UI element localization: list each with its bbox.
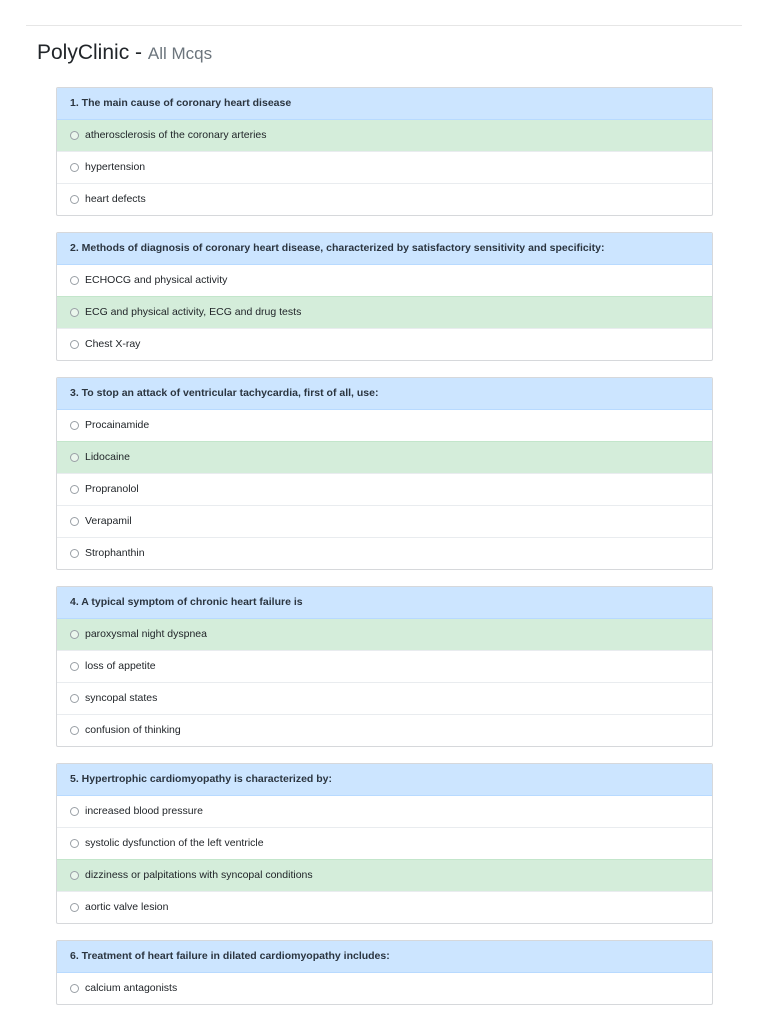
- answer-option[interactable]: [57, 973, 712, 1004]
- question-text: 5. Hypertrophic cardiomyopathy is characterized by:: [57, 764, 712, 796]
- answer-option-label: ECHOCG and physical activity: [85, 274, 228, 286]
- title-separator: -: [135, 41, 143, 64]
- answer-option-label: Propranolol: [85, 483, 139, 495]
- radio-icon[interactable]: [70, 549, 79, 558]
- radio-icon[interactable]: [70, 453, 79, 462]
- answer-option[interactable]: [57, 891, 712, 923]
- question-card: [56, 87, 713, 216]
- answer-option[interactable]: [57, 265, 712, 296]
- radio-icon[interactable]: [70, 694, 79, 703]
- answer-option-label: aortic valve lesion: [85, 901, 169, 913]
- answer-option[interactable]: [57, 682, 712, 714]
- answer-option[interactable]: [57, 827, 712, 859]
- question-card: [56, 232, 713, 361]
- answer-option-label: loss of appetite: [85, 660, 156, 672]
- answer-option-label: atherosclerosis of the coronary arteries: [85, 129, 267, 141]
- question-text: 6. Treatment of heart failure in dilated cardiomyopathy includes:: [57, 941, 712, 973]
- radio-icon[interactable]: [70, 308, 79, 317]
- radio-icon[interactable]: [70, 131, 79, 140]
- radio-icon[interactable]: [70, 340, 79, 349]
- answer-option[interactable]: [57, 410, 712, 441]
- answer-option-label: Procainamide: [85, 419, 150, 431]
- question-text: 1. The main cause of coronary heart disease: [57, 88, 712, 120]
- question-card: [56, 377, 713, 570]
- answer-option-label: confusion of thinking: [85, 724, 181, 736]
- answer-option[interactable]: [57, 473, 712, 505]
- answer-option[interactable]: [57, 537, 712, 569]
- answer-option-label: Lidocaine: [85, 451, 130, 463]
- answer-option-correct[interactable]: [57, 441, 712, 473]
- radio-icon[interactable]: [70, 485, 79, 494]
- radio-icon[interactable]: [70, 517, 79, 526]
- answer-option[interactable]: [57, 714, 712, 746]
- answer-option-correct[interactable]: [57, 859, 712, 891]
- answer-option-correct[interactable]: [57, 296, 712, 328]
- radio-icon[interactable]: [70, 984, 79, 993]
- question-card: [56, 586, 713, 747]
- top-divider: [26, 25, 742, 26]
- answer-option-label: systolic dysfunction of the left ventricle: [85, 837, 264, 849]
- question-card: [56, 940, 713, 1005]
- answer-option-correct[interactable]: [57, 619, 712, 650]
- answer-option-label: syncopal states: [85, 692, 158, 704]
- radio-icon[interactable]: [70, 839, 79, 848]
- answer-option-label: Chest X-ray: [85, 338, 141, 350]
- question-text: 4. A typical symptom of chronic heart failure is: [57, 587, 712, 619]
- radio-icon[interactable]: [70, 871, 79, 880]
- radio-icon[interactable]: [70, 163, 79, 172]
- radio-icon[interactable]: [70, 807, 79, 816]
- page-subtitle: All Mcqs: [147, 44, 213, 63]
- answer-option-label: dizziness or palpitations with syncopal conditions: [85, 869, 313, 881]
- question-text: 3. To stop an attack of ventricular tachycardia, first of all, use:: [57, 378, 712, 410]
- radio-icon[interactable]: [70, 903, 79, 912]
- answer-option-label: calcium antagonists: [85, 982, 178, 994]
- answer-option[interactable]: [57, 505, 712, 537]
- page-title: [37, 40, 212, 67]
- radio-icon[interactable]: [70, 662, 79, 671]
- radio-icon[interactable]: [70, 195, 79, 204]
- question-card: [56, 763, 713, 924]
- answer-option-label: hypertension: [85, 161, 146, 173]
- radio-icon[interactable]: [70, 630, 79, 639]
- answer-option-label: heart defects: [85, 193, 146, 205]
- radio-icon[interactable]: [70, 726, 79, 735]
- answer-option[interactable]: [57, 650, 712, 682]
- answer-option[interactable]: [57, 183, 712, 215]
- answer-option-correct[interactable]: [57, 120, 712, 151]
- mcq-list: [56, 87, 713, 1021]
- answer-option[interactable]: [57, 328, 712, 360]
- answer-option-label: Verapamil: [85, 515, 132, 527]
- radio-icon[interactable]: [70, 421, 79, 430]
- question-text: 2. Methods of diagnosis of coronary heart disease, characterized by satisfactory sensitivity and specificity:: [57, 233, 712, 265]
- answer-option-label: increased blood pressure: [85, 805, 203, 817]
- radio-icon[interactable]: [70, 276, 79, 285]
- answer-option-label: ECG and physical activity, ECG and drug tests: [85, 306, 302, 318]
- brand-name: PolyClinic: [37, 41, 130, 64]
- answer-option-label: paroxysmal night dyspnea: [85, 628, 207, 640]
- answer-option[interactable]: [57, 796, 712, 827]
- answer-option[interactable]: [57, 151, 712, 183]
- answer-option-label: Strophanthin: [85, 547, 145, 559]
